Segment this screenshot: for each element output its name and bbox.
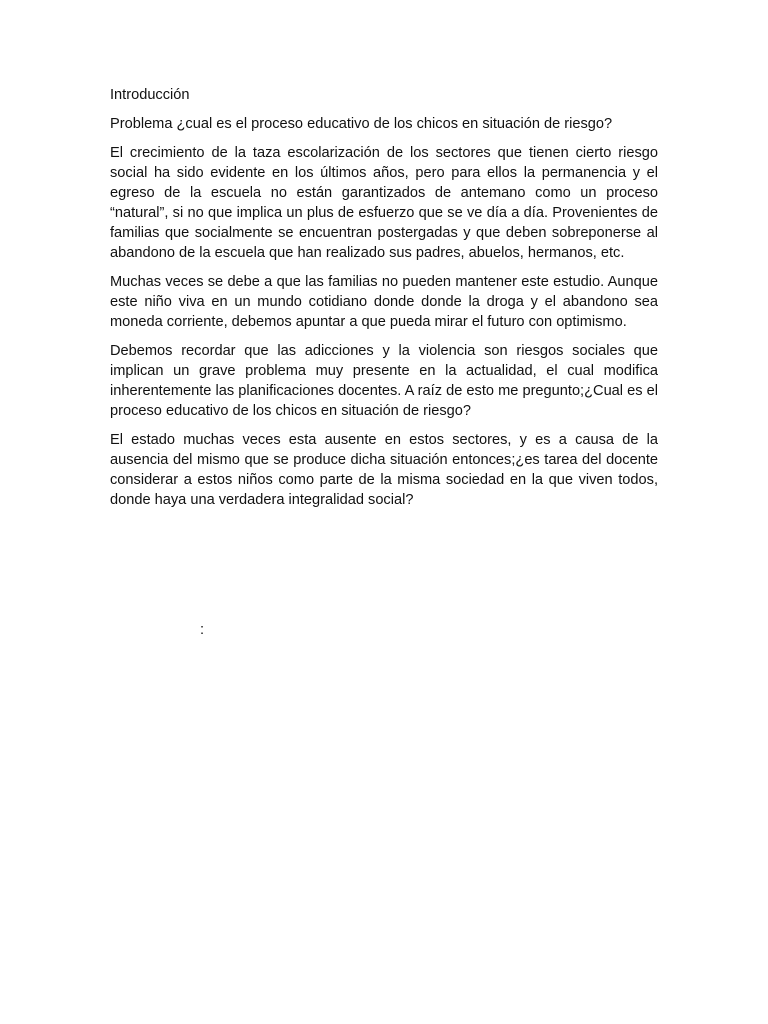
stray-colon-mark: : (200, 622, 205, 638)
page-title: Introducción (110, 87, 190, 103)
paragraph-2: Muchas veces se debe a que las familias no pueden mantener este estudio. Aunque este niño viva en un mundo cotidiano donde donde la droga y el abandono sea moneda corriente, debemos apuntar a que pueda mirar el futuro con optimismo. (110, 274, 658, 330)
document-body (110, 85, 658, 510)
paragraph-3: Debemos recordar que las adicciones y la violencia son riesgos sociales que implican un grave problema muy presente en la actualidad, el cual modifica inherentemente las planificaciones docentes. A raíz de esto me pregunto;¿Cual es el proceso educativo de los chicos en situación de riesgo? (110, 343, 658, 419)
paragraph-1: El crecimiento de la taza escolarización de los sectores que tienen cierto riesgo social ha sido evidente en los últimos años, pero para ellos la permanencia y el egreso de la escuela no están garantizados de antemano como un proceso “natural”, si no que implica un plus de esfuerzo que se ve día a día. Provenientes de familias que socialmente se encuentran postergadas y que deben sobreponerse al abandono de la escuela que han realizado sus padres, abuelos, hermanos, etc. (110, 145, 658, 261)
problem-statement: Problema ¿cual es el proceso educativo de los chicos en situación de riesgo? (110, 116, 613, 132)
paragraph-4: El estado muchas veces esta ausente en estos sectores, y es a causa de la ausencia del mismo que se produce dicha situación entonces;¿es tarea del docente considerar a estos niños como parte de la misma sociedad en la que viven todos, donde haya una verdadera integralidad social? (110, 432, 658, 508)
